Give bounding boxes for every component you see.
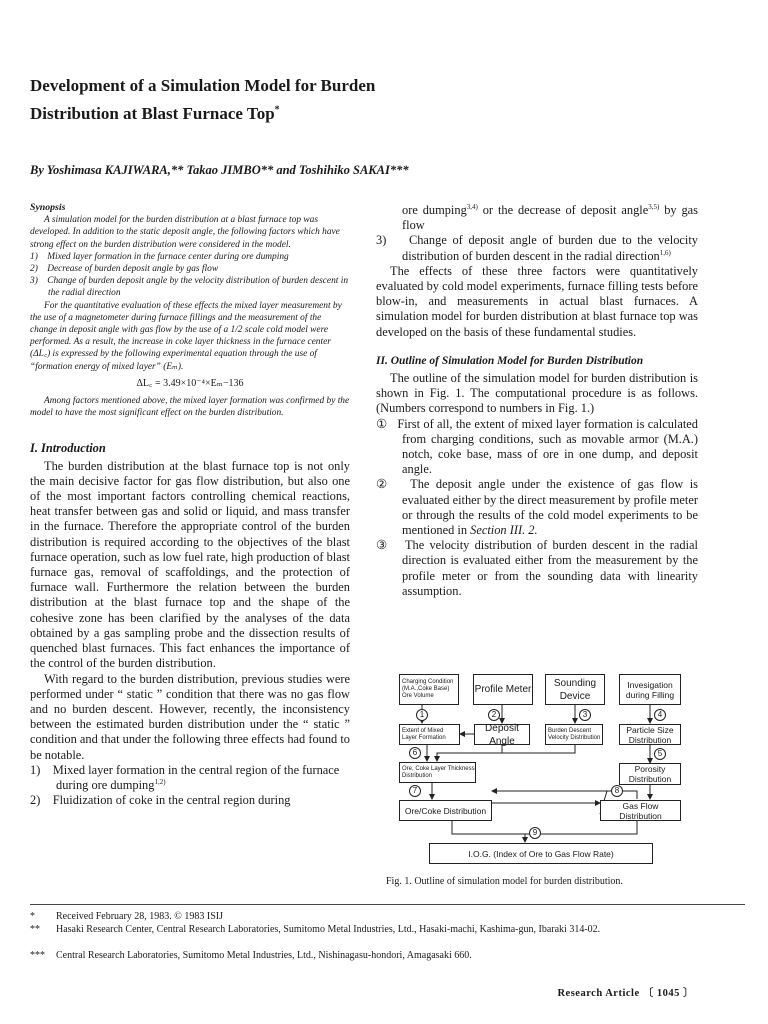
footnote-affiliation-1: ** Hasaki Research Center, Central Research Laboratories, Sumitomo Metal Industries, Ltd., Hasaki-machi, Kashima-gun, Ibaraki 314-02. (30, 924, 601, 935)
title-line-1: Development of a Simulation Model for Burden (30, 76, 376, 95)
synopsis-equation: ΔL꜀ = 3.49×10⁻⁴×Eₘ−136 (136, 377, 244, 389)
step-number-1: 1 (416, 709, 428, 721)
body-paragraph: With regard to the burden distribution, previous studies were performed under “ static ” condition that there was no gas flow and no burden descent. However, recently, the inconsistency between the estimated burden distribution under the “ static ” condition and that under the following three effects had found to be notable. (30, 671, 350, 762)
synopsis-list-item: 3) Change of burden deposit angle by the velocity distribution of burden descent in the radial direction (30, 276, 349, 299)
procedure-step: ① First of all, the extent of mixed layer formation is calculated from charging conditions, such as movable armor (M.A.) notch, coke base, mass of ore in one dump, and deposit angle. (376, 416, 698, 477)
right-column (376, 203, 698, 599)
list-item: 2) Fluidization of coke in the central region during (30, 793, 291, 808)
synopsis-paragraph: Among factors mentioned above, the mixed layer formation was confirmed by the model to have the most significant effect on the burden distribution. (30, 396, 350, 419)
section-reference: Section III. 2. (470, 523, 538, 538)
section-heading-introduction: I. Introduction (30, 441, 106, 456)
step-number-7: 7 (409, 785, 421, 797)
figure-1-flowchart (397, 672, 697, 870)
list-item: 1) Mixed layer formation in the central region of the furnace during ore dumping$^{1,2)}$ (30, 762, 340, 792)
section-heading-outline: II. Outline of Simulation Model for Burden Distribution (376, 354, 644, 367)
footnote-divider (30, 904, 745, 905)
citation-ref: 1,6) (659, 248, 671, 257)
step-number-9: 9 (529, 827, 541, 839)
citation-ref: 1,2) (154, 777, 166, 786)
synopsis-paragraph: A simulation model for the burden distribution at a blast furnace top was developed. In addition to the static deposit angle, the following factors which have strong effect on the burden distribution were considered in the model. (30, 215, 340, 250)
step-number-4: 4 (654, 709, 666, 721)
title-footnote-mark: * (274, 104, 280, 116)
step-number-8: 8 (611, 785, 623, 797)
synopsis (30, 202, 350, 419)
procedure-step: ③ The velocity distribution of burden descent in the radial direction is evaluated either from the measurement by the profile meter or from the sounding data with linearity assumption. (376, 538, 698, 598)
step-number-5: 5 (654, 748, 666, 760)
box-investigation-filling: Invesigation during Filling (619, 674, 681, 705)
citation-ref: 3,5) (648, 202, 660, 211)
paper-title (30, 72, 590, 128)
title-line-2: Distribution at Blast Furnace Top (30, 104, 275, 123)
synopsis-paragraph: For the quantitative evaluation of these effects the mixed layer measurement by the use of a magnetometer during furnace fillings and the measurement of the change in deposit angle with gas flow by the use of a 1/2 scale cold model were performed. As a result, the increase in coke layer thickness in the furnace center (ΔL꜀) is expressed by the following experimental equation through the use of “formation energy of mixed layer” (Eₘ). (30, 300, 342, 372)
introduction-section (30, 441, 350, 808)
synopsis-heading: Synopsis (30, 202, 66, 213)
step-number-2: 2 (488, 709, 500, 721)
box-particle-size: Particle Size Distribution (619, 724, 681, 745)
list-item-continued: ore dumping$^{3,4)}$ or the decrease of deposit angle$^{3,5)}$ by gas flow (402, 202, 698, 233)
box-ore-coke-distribution: Ore/Coke Distribution (399, 800, 492, 821)
synopsis-list-item: 2) Decrease of burden deposit angle by gas flow (30, 264, 219, 275)
box-charging-condition: Charging Condition (M.A.,Coke Base) Ore Volume (399, 674, 459, 705)
figure-caption: Fig. 1. Outline of simulation model for burden distribution. (386, 876, 623, 887)
body-paragraph: The effects of these three factors were quantitatively evaluated by cold model experiments, furnace filling tests before blow-in, and measurements in actual blast furnaces. A simulation model for burden distribution at blast furnace top was developed on the basis of these fundamental studies. (376, 263, 698, 339)
left-column (30, 202, 350, 808)
box-sounding-device: Sounding Device (545, 674, 605, 705)
box-deposit-angle: Deposit Angle (474, 724, 530, 745)
arrow-9 (525, 821, 637, 842)
body-paragraph: The burden distribution at the blast furnace top is not only the main decisive factor for gas flow distribution, but also one of the most important factors controlling chemical reactions, heat transfer between gas and solid or liquid, and mass transfer in the furnace. Therefore the appropriate control of the burden distribution is required according to the objectives of the blast furnace operation, such as low fuel rate, high production of blast furnace gas, removal of scaffoldings, and the protection of furnace wall. Furthermore the relation between the burden distribution at the blast furnace top and the shape of the cohesive zone has been clarified by the analyses of the data obtained by a gas sampling probe and the dissection results of quenched blast furnaces. This fact enhances the importance of the control of the burden distribution. (30, 458, 350, 671)
footnote-received: * Received February 28, 1983. © 1983 ISIJ (30, 911, 224, 922)
box-profile-meter: Profile Meter (473, 674, 533, 705)
list-item: 3) Change of deposit angle of burden due to the velocity distribution of burden descent in the radial direction$^{1,6)}$ (376, 233, 699, 263)
box-velocity-distribution: Burden Descent Velocity Distribution (545, 724, 603, 745)
citation-ref: 3,4) (466, 202, 478, 211)
footnote-affiliation-2: *** Central Research Laboratories, Sumitomo Metal Industries, Ltd., Nishinagasu-hondori, Amagasaki 660. (30, 950, 472, 961)
procedure-step: ② The deposit angle under the existence of gas flow is evaluated either by the direct measurement by profile meter or through the results of the cold model experiments to be mentioned in Section III. 2. (376, 477, 699, 538)
box-mixed-layer-extent: Extent of Mixed Layer Formation (399, 724, 460, 745)
box-iog-index: I.O.G. (Index of Ore to Gas Flow Rate) (429, 843, 653, 864)
page-footer: Research Article 〔 1045 〕 (557, 988, 694, 999)
box-gas-flow-distribution: Gas Flow Distribution (600, 800, 681, 821)
box-layer-thickness: Ore, Coke Layer Thickness Distribution (399, 762, 476, 783)
author-line: By Yoshimasa KAJIWARA,** Takao JIMBO** and Toshihiko SAKAI*** (30, 163, 409, 177)
body-paragraph: The outline of the simulation model for burden distribution is shown in Fig. 1. The computational procedure is as follows. (Numbers correspond to numbers in Fig. 1.) (376, 371, 698, 416)
step-number-6: 6 (409, 747, 421, 759)
synopsis-list-item: 1) Mixed layer formation in the furnace center during ore dumping (30, 251, 289, 262)
step-number-3: 3 (579, 709, 591, 721)
box-porosity-distribution: Porosity Distribution (619, 763, 681, 785)
